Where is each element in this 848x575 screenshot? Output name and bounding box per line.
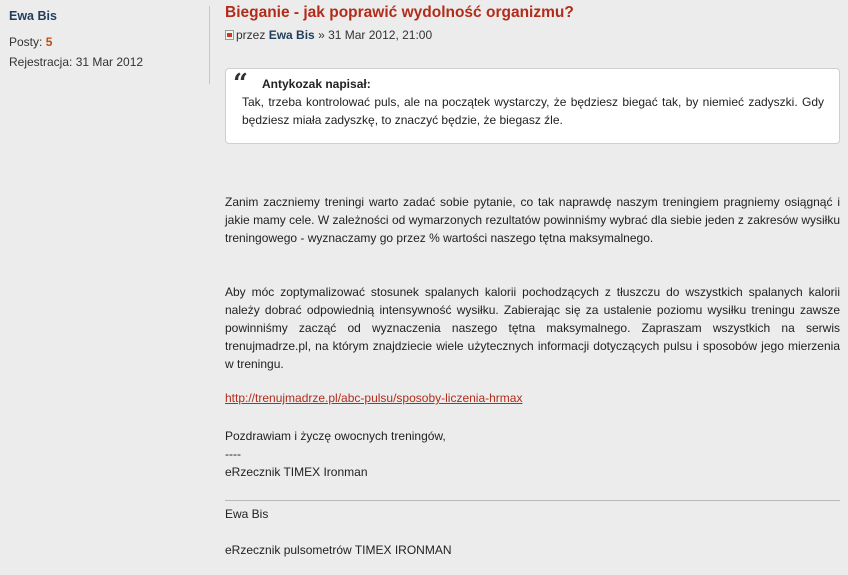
quote-cite: Antykozak napisał:: [262, 77, 371, 91]
quote-icon: “: [233, 69, 248, 99]
post-title[interactable]: Bieganie - jak poprawić wydolność organizmu?: [225, 4, 574, 21]
meta-prefix: przez: [236, 28, 266, 42]
posts-label: Posty:: [9, 35, 43, 49]
registration-date: 31 Mar 2012: [75, 55, 144, 69]
profile-divider: [209, 6, 210, 84]
meta-author[interactable]: Ewa Bis: [268, 28, 315, 42]
meta-date: » 31 Mar 2012, 21:00: [318, 28, 433, 42]
profile-author-name[interactable]: Ewa Bis: [9, 9, 57, 23]
signature-title: eRzecznik pulsometrów TIMEX IRONMAN: [225, 543, 452, 557]
paragraph-2: Aby móc zoptymalizować stosunek spalanych kalorii pochodzących z tłuszczu do wszystkich spalanych kalorii należy dobrać odpowiednią intensywność wysiłku. Zabierając się za ustalenie poziomu wysiłku treningu zawsze powinniśmy zacząć od wyznaczenia naszego tętna maksymalnego. Zapraszam wszystkich na serwis trenujmadrze.pl, na którym znajdziecie wiele użytecznych informacji dotyczących pulsu i sposobów jego mierzenia w treningu.: [225, 285, 840, 371]
paragraph-1: Zanim zaczniemy treningi warto zadać sobie pytanie, co tak naprawdę naszym treningiem pragniemy osiągnąć i jakie mamy cele. W zależności od wymarzonych rezultatów powinniśmy wybrać dla siebie jeden z zakresów wysiłku treningowego - wyznaczamy go przez % wartości naszego tętna maksymalnego.: [225, 195, 840, 245]
sign-line: eRzecznik TIMEX Ironman: [225, 465, 368, 479]
quote-text: Tak, trzeba kontrolować puls, ale na początek wystarczy, że będziesz biegać tak, by niemieć zadyszki. Gdy będziesz miała zadyszkę, to znaczyć będzie, że biegasz źle.: [242, 95, 824, 127]
quote-block: [225, 68, 840, 144]
profile-registration: [9, 55, 143, 69]
post-icon[interactable]: [225, 30, 234, 40]
profile-posts: [9, 35, 52, 49]
post-meta: [225, 28, 432, 42]
greeting: Pozdrawiam i życzę owocnych treningów,: [225, 429, 446, 443]
signature-name: Ewa Bis: [225, 507, 269, 521]
signature-divider: [225, 500, 840, 501]
trenujmadrze-link[interactable]: http://trenujmadrze.pl/abc-pulsu/sposoby-liczenia-hrmax: [225, 391, 523, 405]
author-profile: [0, 0, 210, 575]
posts-count[interactable]: 5: [45, 35, 53, 49]
registration-label: Rejestracja:: [9, 55, 73, 69]
sign-dashes: ----: [225, 447, 241, 461]
